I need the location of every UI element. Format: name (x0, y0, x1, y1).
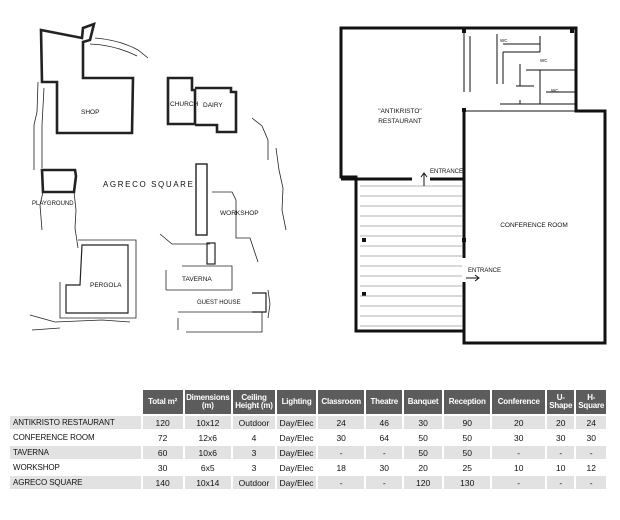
cell-theatre: - (366, 446, 402, 459)
header-hsquare-2: Square (578, 401, 605, 410)
header-ceiling (233, 390, 275, 414)
cell-classroom: 30 (318, 431, 364, 444)
entrance-arrow-right-icon (466, 275, 479, 281)
guest-house-yard (178, 312, 262, 332)
header-dimensions (185, 390, 231, 414)
cell-lighting: Day/Elec (277, 416, 316, 429)
workshop-yard (212, 192, 258, 262)
capacity-table (8, 388, 608, 491)
table-row (10, 476, 606, 489)
table-row (10, 461, 606, 474)
cell-total: 72 (143, 431, 183, 444)
cell-reception: 50 (444, 431, 490, 444)
cell-hsquare: - (576, 446, 606, 459)
label-playground: PLAYGROUND (32, 201, 74, 207)
post-5 (462, 29, 466, 33)
cell-total: 30 (143, 461, 183, 474)
header-banquet: Banquet (404, 390, 442, 414)
cell-ceiling: 3 (233, 461, 275, 474)
cell-theatre: 64 (366, 431, 402, 444)
cell-theatre: 30 (366, 461, 402, 474)
cell-classroom: 18 (318, 461, 364, 474)
header-ceiling-1: Ceiling (241, 393, 267, 402)
row-name: ANTIKRISTO RESTAURANT (10, 416, 141, 429)
header-ushape-2: Shape (549, 401, 573, 410)
cell-classroom: - (318, 446, 364, 459)
cell-total: 60 (143, 446, 183, 459)
cell-ushape: - (547, 446, 574, 459)
cell-conference: - (492, 476, 545, 489)
post-3 (362, 292, 366, 296)
table-header-row (10, 390, 606, 414)
label-church: CHURCH (170, 101, 199, 108)
row-name: CONFERENCE ROOM (10, 431, 141, 444)
cell-hsquare: 30 (576, 431, 606, 444)
cell-total: 140 (143, 476, 183, 489)
cell-ushape: - (547, 476, 574, 489)
cell-banquet: 50 (404, 446, 442, 459)
post-4 (462, 238, 466, 242)
cell-hsquare: 12 (576, 461, 606, 474)
label-wc-2: WC (540, 58, 548, 63)
label-wc-1: WC (500, 38, 508, 43)
cell-ceiling: Outdoor (233, 416, 275, 429)
cell-conference: 30 (492, 431, 545, 444)
label-agreco-square: AGRECO SQUARE (103, 180, 195, 189)
pergola-area (66, 245, 128, 313)
shop-building (41, 24, 133, 133)
table-row (10, 446, 606, 459)
row-name: WORKSHOP (10, 461, 141, 474)
header-theatre: Theatre (366, 390, 402, 414)
label-pergola: PERGOLA (90, 282, 122, 289)
table-row (10, 416, 606, 429)
playground-area (42, 170, 76, 192)
label-entrance-top: ENTRANCE (430, 169, 464, 175)
label-wc-3: WC (551, 88, 559, 93)
road-east-2 (276, 148, 286, 230)
cell-theatre: - (366, 476, 402, 489)
cell-dimensions: 10x6 (185, 446, 231, 459)
label-workshop: WORKSHOP (220, 210, 259, 217)
wc-walls (464, 28, 576, 104)
cell-banquet: 50 (404, 431, 442, 444)
cell-banquet: 120 (404, 476, 442, 489)
pergola-path (30, 315, 130, 322)
cell-conference: 10 (492, 461, 545, 474)
guest-house-building (252, 293, 266, 312)
label-taverna: TAVERNA (182, 276, 212, 283)
floor-plan (341, 28, 605, 343)
header-lighting: Lighting (277, 390, 316, 414)
label-dairy: DAIRY (203, 102, 223, 109)
cell-reception: 25 (444, 461, 490, 474)
cell-conference: 20 (492, 416, 545, 429)
cell-theatre: 46 (366, 416, 402, 429)
label-entrance-right: ENTRANCE (468, 268, 502, 274)
cell-dimensions: 6x5 (185, 461, 231, 474)
pergola-outer (60, 240, 136, 318)
cell-ceiling: Outdoor (233, 476, 275, 489)
floor-plan-labels (378, 38, 568, 274)
header-dimensions-2: (m) (201, 401, 214, 410)
taverna-building (207, 243, 215, 264)
cell-dimensions: 10x14 (185, 476, 231, 489)
cell-banquet: 20 (404, 461, 442, 474)
header-conference: Conference (492, 390, 545, 414)
post-2 (362, 238, 366, 242)
cell-ushape: 30 (547, 431, 574, 444)
cell-lighting: Day/Elec (277, 461, 316, 474)
label-guest-house: GUEST HOUSE (197, 300, 241, 306)
cell-conference: - (492, 446, 545, 459)
row-name: AGRECO SQUARE (10, 476, 141, 489)
cell-lighting: Day/Elec (277, 431, 316, 444)
cell-total: 120 (143, 416, 183, 429)
entrance-arrow-up-icon (421, 173, 427, 186)
header-hsquare-1: H- (587, 393, 596, 402)
post-1 (462, 108, 466, 112)
label-shop: SHOP (81, 109, 100, 116)
guest-house-edge (268, 290, 270, 318)
site-plan (30, 24, 286, 332)
playground-edge (74, 192, 78, 248)
stairs-hatch (360, 186, 462, 326)
header-blank (10, 390, 141, 414)
row-name: TAVERNA (10, 446, 141, 459)
cell-ceiling: 3 (233, 446, 275, 459)
cell-classroom: 24 (318, 416, 364, 429)
header-ushape (547, 390, 574, 414)
label-conference-room: CONFERENCE ROOM (500, 222, 568, 229)
cell-banquet: 30 (404, 416, 442, 429)
site-boundary-west-2 (42, 88, 44, 168)
cell-classroom: - (318, 476, 364, 489)
pergola-path-2 (32, 328, 60, 330)
header-classroom: Classroom (318, 390, 364, 414)
cell-reception: 90 (444, 416, 490, 429)
header-ceiling-2: Height (m) (235, 401, 273, 410)
road-east (252, 118, 268, 160)
workshop-building (196, 164, 207, 235)
cell-lighting: Day/Elec (277, 446, 316, 459)
cell-reception: 50 (444, 446, 490, 459)
path-north (95, 38, 148, 58)
playground-edge-2 (40, 192, 43, 230)
header-total: Total m² (143, 390, 183, 414)
cell-ushape: 10 (547, 461, 574, 474)
header-hsquare (576, 390, 606, 414)
cell-lighting: Day/Elec (277, 476, 316, 489)
cell-hsquare: 24 (576, 416, 606, 429)
header-dimensions-1: Dimensions (186, 393, 230, 402)
label-restaurant-1: "ANTIKRISTO" (378, 108, 422, 115)
header-ushape-1: U- (556, 393, 565, 402)
cell-dimensions: 12x6 (185, 431, 231, 444)
cell-hsquare: - (576, 476, 606, 489)
table-row (10, 431, 606, 444)
site-boundary-west (34, 82, 38, 170)
cell-ceiling: 4 (233, 431, 275, 444)
cell-dimensions: 10x12 (185, 416, 231, 429)
dairy-building (195, 88, 236, 132)
cell-reception: 130 (444, 476, 490, 489)
header-reception: Reception (444, 390, 490, 414)
post-6 (570, 29, 574, 33)
cell-ushape: 20 (547, 416, 574, 429)
label-restaurant-2: RESTAURANT (378, 118, 422, 125)
